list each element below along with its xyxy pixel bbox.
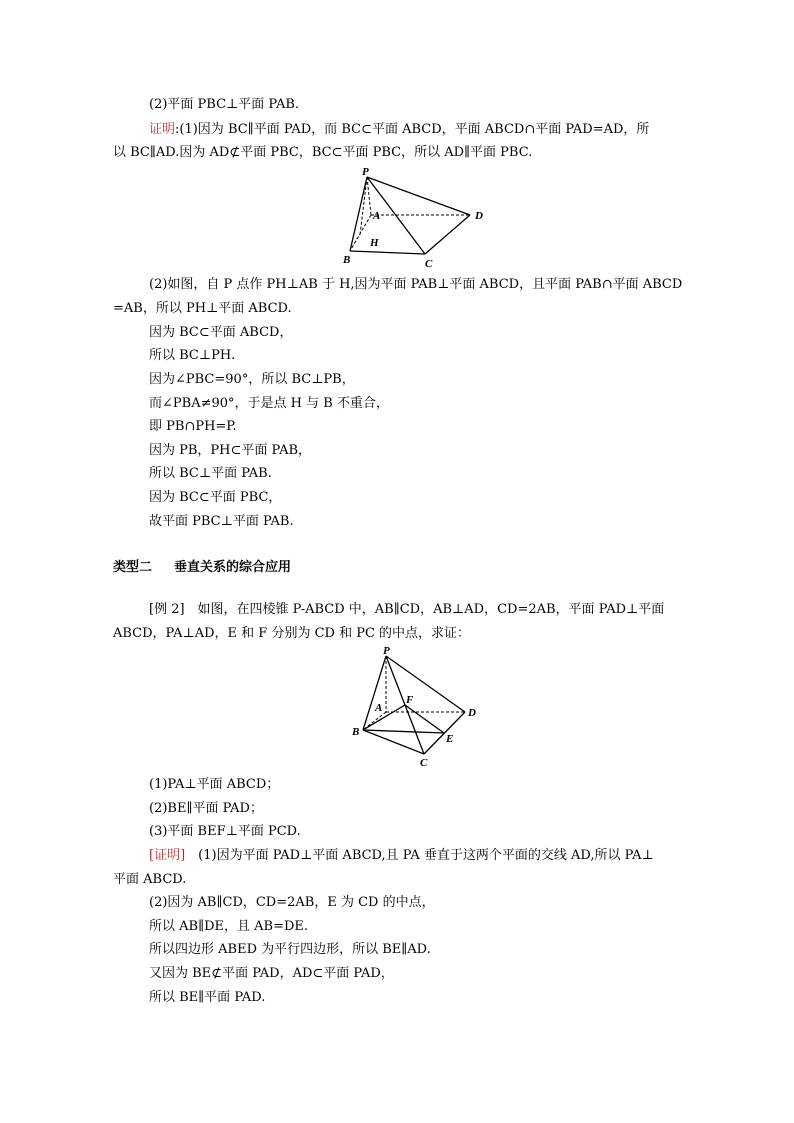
example-item: (1)PA⊥平面 ABCD； <box>149 777 280 792</box>
label-a: A <box>375 702 383 714</box>
edge-cd <box>425 215 470 254</box>
section-title: 类型二 <box>113 560 153 575</box>
example-step-line: 所以 BE∥平面 PAD. <box>149 990 266 1005</box>
edge-bc <box>363 730 424 754</box>
label-b: B <box>343 254 351 266</box>
label-d: D <box>468 707 476 719</box>
example-item: (2)BE∥平面 PAD； <box>149 801 263 816</box>
example-proof-line-2: 平面 ABCD. <box>113 872 187 887</box>
proof-label: 证明 <box>149 122 176 137</box>
step-line: 因为∠PBC=90°，所以 BC⊥PB， <box>149 372 355 387</box>
edge-bc <box>350 251 425 254</box>
p2-line-1: (2)如图，自 P 点作 PH⊥AB 于 H,因为平面 PAB⊥平面 ABCD，且平面 PAB∩平面 ABCD <box>149 277 683 292</box>
proof-line-1-text: :(1)因为 BC∥平面 PAD，而 BC⊂平面 ABCD，平面 ABCD∩平面 PAD=AD，所 <box>175 122 650 137</box>
example-item: (3)平面 BEF⊥平面 PCD. <box>149 824 301 839</box>
example-proof-label: [证明] <box>149 848 186 863</box>
section-heading <box>113 560 291 576</box>
step-line: 因为 PB，PH⊂平面 PAB， <box>149 443 312 458</box>
proof-line-1 <box>149 122 649 138</box>
label-c: C <box>420 757 428 769</box>
pyramid-figure-2 <box>348 644 488 770</box>
label-e: E <box>446 733 454 745</box>
label-d: D <box>475 210 483 222</box>
label-p: P <box>383 645 390 657</box>
step-line: 因为 BC⊂平面 ABCD， <box>149 325 293 340</box>
example-proof-line-1 <box>149 848 654 864</box>
label-p: P <box>362 166 369 178</box>
example-proof-line-1-text: (1)因为平面 PAD⊥平面 ABCD,且 PA 垂直于这两个平面的交线 AD,所以 PA⊥ <box>185 848 654 863</box>
label-h: H <box>370 237 379 249</box>
edge-pa <box>367 177 371 215</box>
edge-pd <box>386 656 465 712</box>
label-c: C <box>425 258 433 268</box>
p2-line-2: =AB，所以 PH⊥平面 ABCD. <box>113 301 292 316</box>
proof-line-2: 以 BC∥AD.因为 AD⊄平面 PBC，BC⊂平面 PBC，所以 AD∥平面 PBC. <box>113 145 533 160</box>
label-b: B <box>352 726 360 738</box>
claim-2: (2)平面 PBC⊥平面 PAB. <box>149 97 300 112</box>
step-line: 所以 BC⊥PH. <box>149 348 236 363</box>
step-line: 而∠PBA≠90°，于是点 H 与 B 不重合， <box>149 396 389 411</box>
example-step-line: 所以 AB∥DE，且 AB=DE. <box>149 919 309 934</box>
pyramid-figure-1 <box>330 164 500 268</box>
label-f: F <box>406 694 414 706</box>
example-2-line-1: [例 2] 如图，在四棱锥 P-ABCD 中，AB∥CD，AB⊥AD，CD=2AB，平面 PAD⊥平面 <box>149 602 665 617</box>
edge-be <box>363 730 444 733</box>
step-line: 所以 BC⊥平面 PAB. <box>149 466 272 481</box>
example-step-line: (2)因为 AB∥CD，CD=2AB，E 为 CD 的中点， <box>149 895 435 910</box>
edge-pd <box>367 177 470 215</box>
label-a: A <box>373 210 381 222</box>
edge-ph <box>360 177 367 235</box>
example-2-line-2: ABCD，PA⊥AD，E 和 F 分别为 CD 和 PC 的中点，求证： <box>113 626 471 641</box>
step-line: 故平面 PBC⊥平面 PAB. <box>149 514 294 529</box>
example-step-line: 又因为 BE⊄平面 PAD，AD⊂平面 PAD， <box>149 966 394 981</box>
edge-pb <box>350 177 367 251</box>
section-subtitle: 垂直关系的综合应用 <box>174 560 292 575</box>
step-line: 即 PB∩PH=P. <box>149 419 237 434</box>
step-line: 因为 BC⊂平面 PBC， <box>149 490 282 505</box>
example-step-line: 所以四边形 ABED 为平行四边形，所以 BE∥AD. <box>149 942 431 957</box>
